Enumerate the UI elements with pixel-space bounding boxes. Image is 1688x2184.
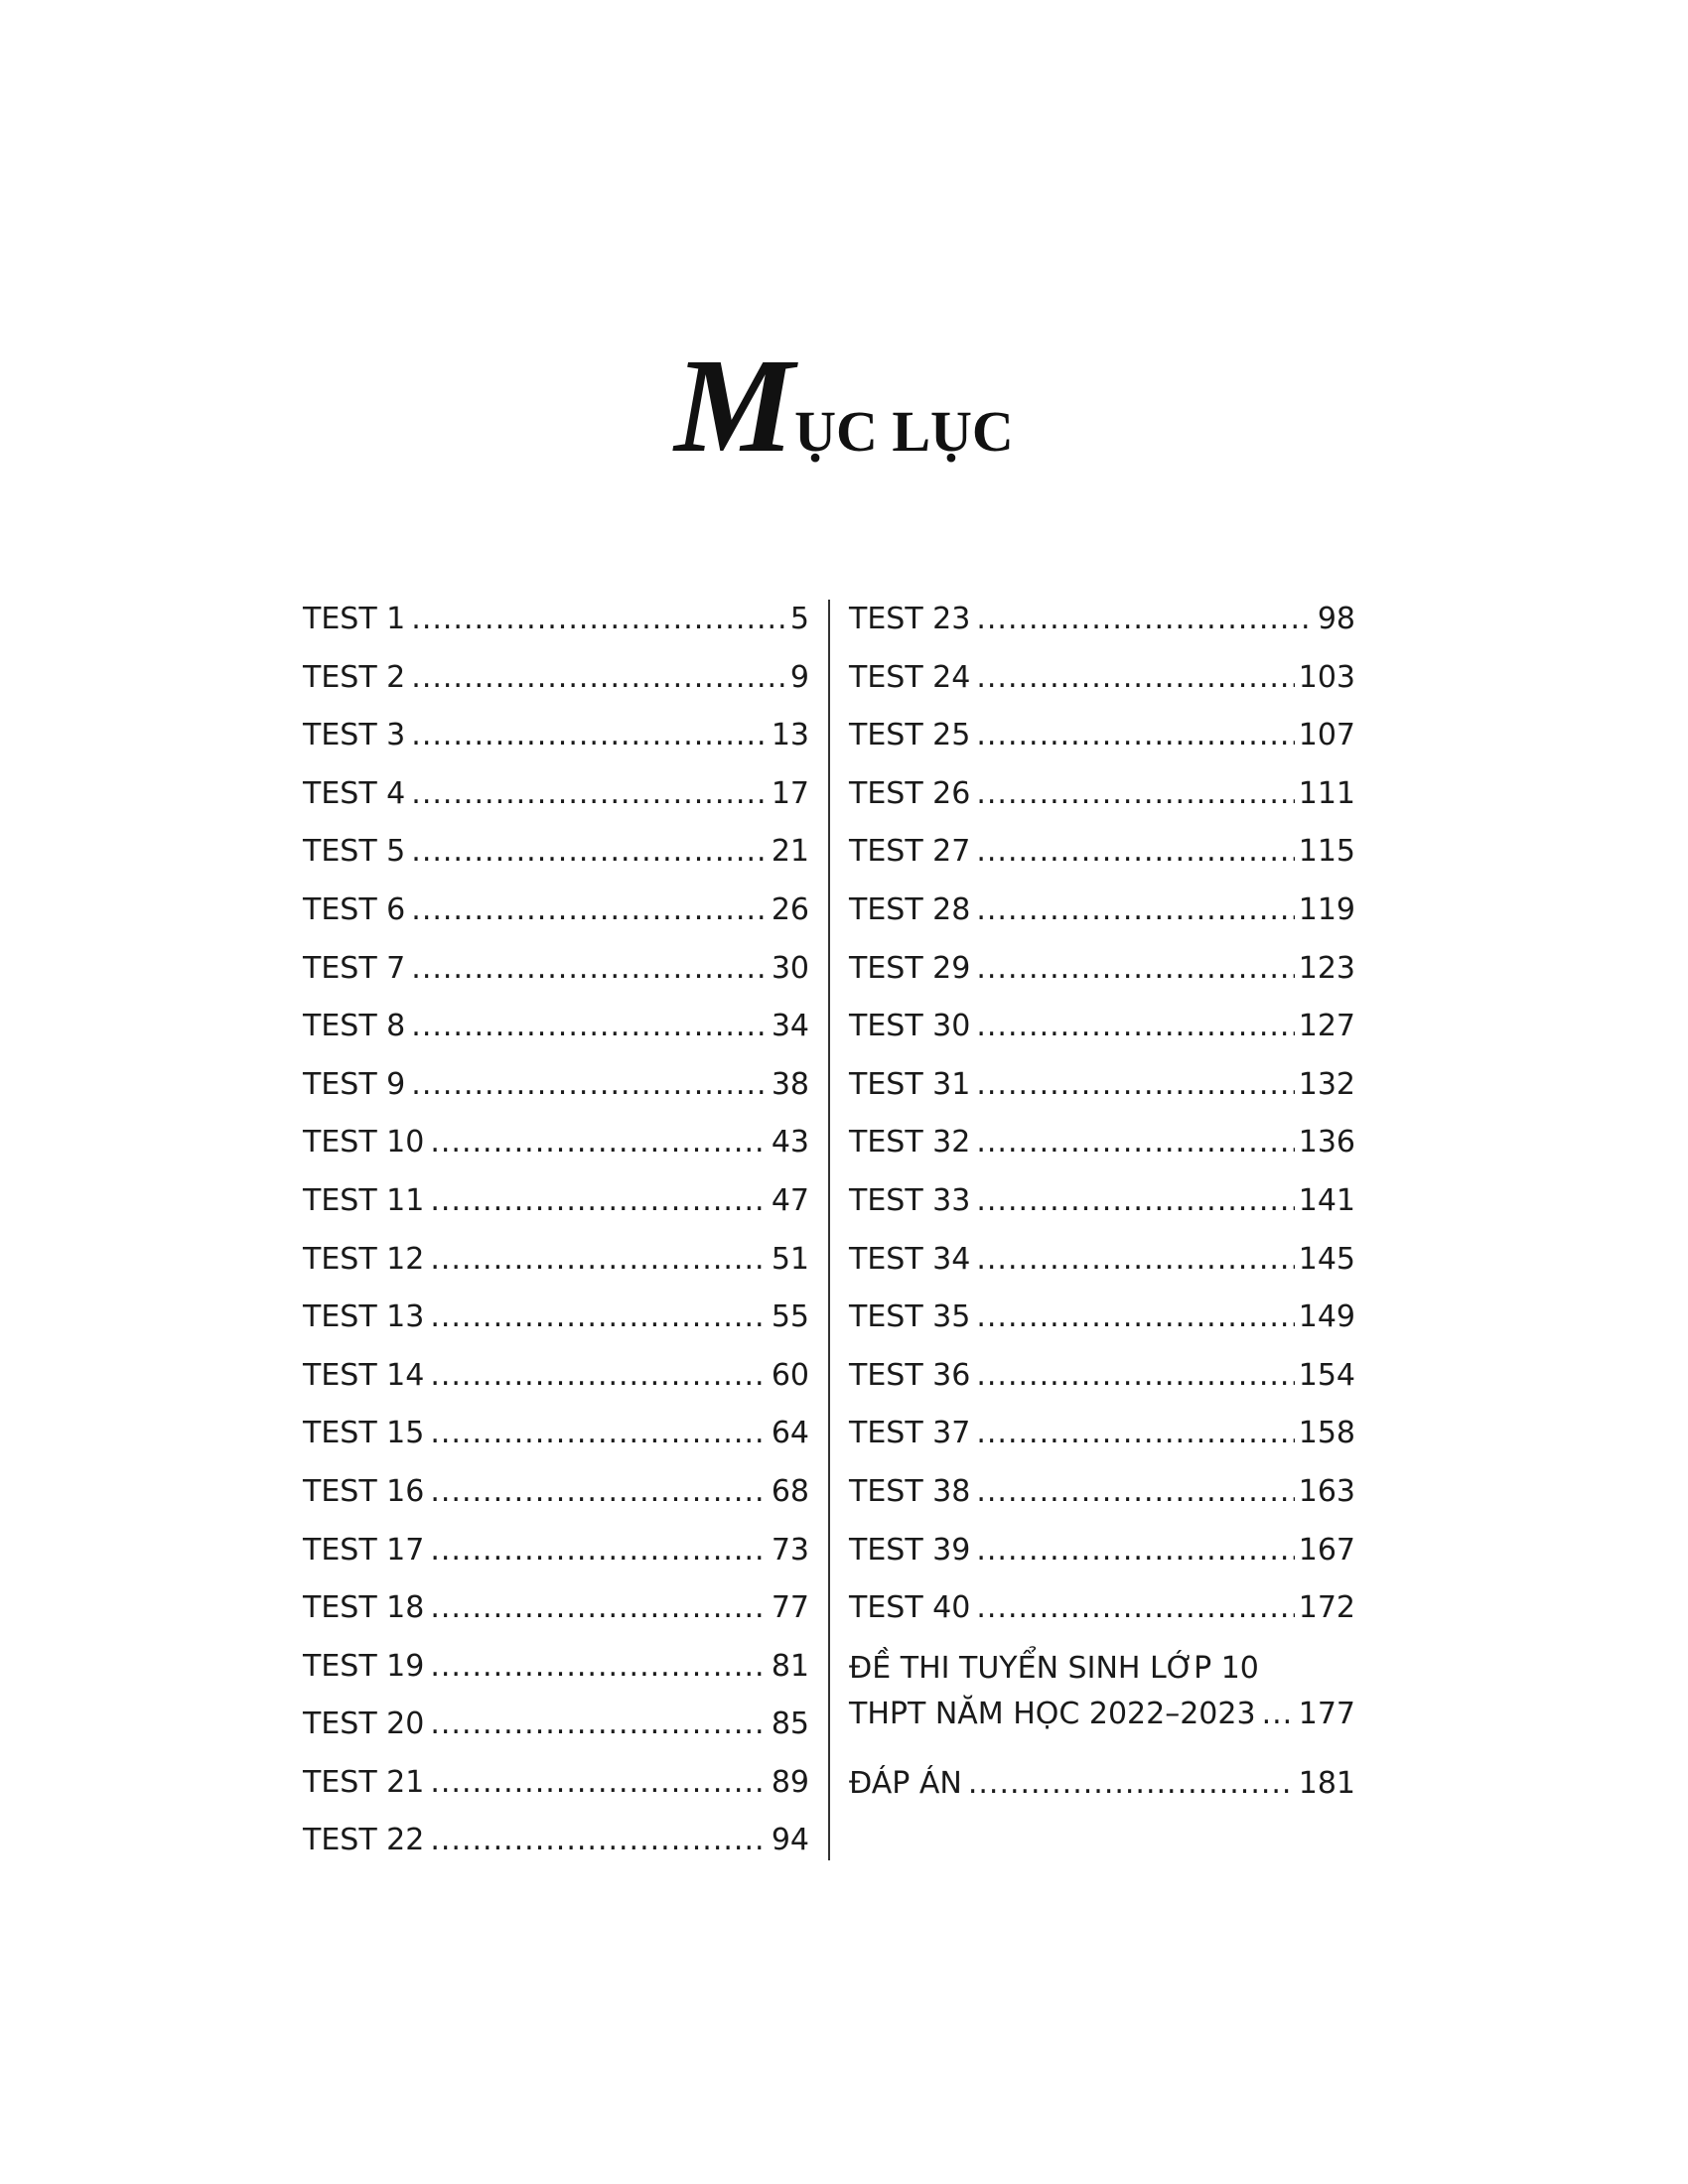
dot-leader — [968, 1766, 1295, 1801]
dot-leader — [976, 892, 1294, 927]
toc-entry-label: TEST 1 — [303, 602, 406, 636]
toc-entry[interactable] — [849, 1590, 1355, 1649]
dot-leader — [430, 1242, 767, 1277]
toc-entry-page: 47 — [771, 1182, 809, 1218]
toc-entry[interactable] — [303, 834, 809, 892]
toc-entry-label: TEST 27 — [849, 834, 971, 870]
toc-entry[interactable] — [303, 1416, 809, 1474]
title-rest: ỤC LỤC — [794, 399, 1014, 465]
toc-entry-page: 21 — [771, 834, 809, 870]
toc-entry[interactable] — [849, 1533, 1355, 1591]
toc-entry-label: TEST 16 — [303, 1473, 425, 1509]
dot-leader — [430, 1823, 767, 1857]
dot-leader — [976, 1590, 1294, 1625]
toc-entry[interactable] — [303, 1823, 809, 1881]
dot-leader — [1262, 1697, 1295, 1731]
toc-entry-page: 177 — [1298, 1696, 1355, 1731]
toc-entry[interactable] — [303, 1358, 809, 1417]
toc-entry-label: TEST 25 — [849, 718, 971, 753]
toc-entry-label: TEST 7 — [303, 950, 406, 986]
toc-entry[interactable] — [303, 776, 809, 835]
toc-entry-label: TEST 35 — [849, 1299, 971, 1335]
dot-leader — [411, 1067, 768, 1102]
toc-entry-page: 51 — [771, 1241, 809, 1277]
toc-entry-page: 17 — [771, 775, 809, 811]
dot-leader — [430, 1299, 767, 1334]
toc-entry-page: 60 — [771, 1357, 809, 1393]
toc-entry-page: 85 — [771, 1706, 809, 1742]
toc-entry-label: TEST 17 — [303, 1532, 425, 1568]
toc-entry[interactable] — [303, 1242, 809, 1300]
toc-entry[interactable] — [303, 1474, 809, 1533]
toc-entry-page: 127 — [1298, 1009, 1355, 1044]
toc-entry-page: 98 — [1317, 602, 1355, 636]
toc-entry[interactable] — [849, 776, 1355, 835]
dot-leader — [430, 1474, 767, 1509]
toc-entry-page: 158 — [1298, 1416, 1355, 1451]
toc-entry-page: 30 — [771, 950, 809, 986]
toc-entry-label: TEST 37 — [849, 1416, 971, 1451]
toc-entry-label: TEST 4 — [303, 775, 406, 811]
toc-entry-label: TEST 30 — [849, 1009, 971, 1044]
toc-entry-label: TEST 21 — [303, 1764, 425, 1800]
toc-entry[interactable] — [849, 1358, 1355, 1417]
dot-leader — [430, 1706, 767, 1741]
toc-entry[interactable] — [303, 1706, 809, 1765]
toc-entry[interactable] — [303, 1067, 809, 1126]
toc-entry[interactable] — [849, 1242, 1355, 1300]
toc-entry-label: TEST 23 — [849, 602, 971, 636]
dot-leader — [411, 718, 768, 752]
toc-entry-page: 181 — [1298, 1765, 1355, 1801]
toc-entry-label: TEST 31 — [849, 1066, 971, 1102]
toc-entry-label: TEST 24 — [849, 659, 971, 695]
dot-leader — [976, 834, 1294, 869]
toc-entry-label: TEST 26 — [849, 775, 971, 811]
toc-entry[interactable] — [303, 1183, 809, 1242]
toc-entry-page: 111 — [1298, 775, 1355, 811]
toc-entry-page: 103 — [1298, 659, 1355, 695]
toc-entry[interactable] — [303, 951, 809, 1010]
toc-entry[interactable] — [849, 892, 1355, 951]
toc-entry-page: 119 — [1298, 891, 1355, 927]
toc-entry-page: 172 — [1298, 1590, 1355, 1626]
toc-entry-page: 89 — [771, 1764, 809, 1800]
toc-entry-label: TEST 9 — [303, 1066, 406, 1102]
toc-entry[interactable] — [849, 1416, 1355, 1474]
dot-leader — [976, 1125, 1294, 1160]
toc-entry[interactable] — [303, 1765, 809, 1824]
toc-entry-page: 81 — [771, 1648, 809, 1684]
dot-leader — [411, 1009, 768, 1043]
dot-leader — [411, 834, 768, 869]
toc-entry-label: TEST 13 — [303, 1299, 425, 1335]
dot-leader — [430, 1358, 767, 1393]
toc-entry-page: 73 — [771, 1532, 809, 1568]
toc-entry-page: 136 — [1298, 1125, 1355, 1160]
toc-entry-label: TEST 28 — [849, 891, 971, 927]
toc-entry-label: TEST 19 — [303, 1648, 425, 1684]
toc-entry-page: 154 — [1298, 1357, 1355, 1393]
toc-entry-label: TEST 38 — [849, 1473, 971, 1509]
dot-leader — [430, 1183, 767, 1218]
toc-entry-page: 38 — [771, 1066, 809, 1102]
toc-entry[interactable] — [303, 718, 809, 776]
dot-leader — [976, 776, 1294, 811]
dot-leader — [976, 1009, 1294, 1043]
toc-entry-label: TEST 32 — [849, 1125, 971, 1160]
toc-entry-label: ĐÁP ÁN — [849, 1765, 962, 1801]
dot-leader — [430, 1590, 767, 1625]
dot-leader — [976, 1358, 1294, 1393]
toc-entry[interactable] — [303, 892, 809, 951]
toc-entry[interactable] — [849, 660, 1355, 719]
toc-entry-page: 68 — [771, 1473, 809, 1509]
toc-entry[interactable] — [849, 834, 1355, 892]
toc-entry[interactable] — [303, 1009, 809, 1067]
dot-leader — [430, 1533, 767, 1568]
toc-entry-page: 9 — [789, 659, 809, 695]
dot-leader — [976, 1183, 1294, 1218]
toc-entry[interactable] — [849, 951, 1355, 1010]
toc-entry[interactable] — [849, 1183, 1355, 1242]
toc-entry-label: TEST 6 — [303, 891, 406, 927]
toc-entry[interactable] — [849, 1474, 1355, 1533]
title-initial: M — [674, 332, 795, 481]
toc-entry-page: 167 — [1298, 1532, 1355, 1568]
toc-entry[interactable] — [849, 1067, 1355, 1126]
toc-entry-answers[interactable] — [849, 1766, 1355, 1825]
toc-entry-label: TEST 20 — [303, 1706, 425, 1742]
toc-entry[interactable] — [303, 1125, 809, 1183]
dot-leader — [976, 602, 1313, 636]
dot-leader — [430, 1416, 767, 1450]
toc-entry-page: 145 — [1298, 1241, 1355, 1277]
dot-leader — [976, 660, 1294, 695]
dot-leader — [976, 951, 1294, 986]
toc-entry[interactable] — [849, 1009, 1355, 1067]
dot-leader — [976, 1474, 1294, 1509]
toc-entry[interactable] — [303, 1649, 809, 1707]
toc-entry[interactable] — [849, 1299, 1355, 1358]
toc-entry-exam-line1: ĐỀ THI TUYỂN SINH LỚP 10 — [849, 1650, 1259, 1686]
dot-leader — [411, 776, 768, 811]
toc-entry[interactable] — [303, 1533, 809, 1591]
dot-leader — [976, 1067, 1294, 1102]
toc-right-column — [849, 602, 1355, 1824]
toc-entry-label: TEST 11 — [303, 1182, 425, 1218]
toc-entry-label: TEST 2 — [303, 659, 406, 695]
toc-entry[interactable] — [849, 602, 1355, 660]
toc-entry[interactable] — [849, 718, 1355, 776]
column-divider — [828, 600, 830, 1860]
dot-leader — [411, 660, 786, 695]
toc-entry-page: 34 — [771, 1009, 809, 1044]
toc-entry-page: 94 — [771, 1823, 809, 1858]
toc-left-column — [303, 602, 809, 1881]
toc-entry-page: 115 — [1298, 834, 1355, 870]
toc-entry-page: 55 — [771, 1299, 809, 1335]
dot-leader — [976, 1242, 1294, 1277]
dot-leader — [430, 1125, 767, 1160]
toc-entry-page: 163 — [1298, 1473, 1355, 1509]
toc-entry-label: TEST 8 — [303, 1009, 406, 1044]
toc-entry[interactable] — [303, 660, 809, 719]
toc-entry-page: 5 — [789, 602, 809, 636]
dot-leader — [411, 892, 768, 927]
toc-entry-page: 141 — [1298, 1182, 1355, 1218]
toc-entry-page: 13 — [771, 718, 809, 753]
toc-entry-label: TEST 12 — [303, 1241, 425, 1277]
toc-entry-exam[interactable] — [849, 1651, 1355, 1766]
toc-entry-label: TEST 39 — [849, 1532, 971, 1568]
toc-entry-label: TEST 34 — [849, 1241, 971, 1277]
toc-entry-page: 43 — [771, 1125, 809, 1160]
dot-leader — [976, 1416, 1294, 1450]
toc-entry-label: TEST 29 — [849, 950, 971, 986]
dot-leader — [430, 1649, 767, 1684]
toc-entry-label: TEST 36 — [849, 1357, 971, 1393]
toc-entry-label: TEST 5 — [303, 834, 406, 870]
toc-entry[interactable] — [303, 1299, 809, 1358]
toc-entry-label: TEST 14 — [303, 1357, 425, 1393]
toc-entry-page: 26 — [771, 891, 809, 927]
toc-entry-label: TEST 15 — [303, 1416, 425, 1451]
toc-entry-label: TEST 18 — [303, 1590, 425, 1626]
toc-entry-label: TEST 33 — [849, 1182, 971, 1218]
toc-entry-exam-line2: THPT NĂM HỌC 2022–2023 — [849, 1696, 1256, 1731]
toc-entry-page: 132 — [1298, 1066, 1355, 1102]
dot-leader — [430, 1765, 767, 1800]
toc-entry[interactable] — [849, 1125, 1355, 1183]
toc-entry-page: 64 — [771, 1416, 809, 1451]
toc-entry-page: 149 — [1298, 1299, 1355, 1335]
dot-leader — [411, 951, 768, 986]
dot-leader — [411, 602, 786, 636]
dot-leader — [976, 1299, 1294, 1334]
toc-entry-label: TEST 3 — [303, 718, 406, 753]
toc-entry[interactable] — [303, 1590, 809, 1649]
page-title — [0, 332, 1688, 481]
toc-entry-label: TEST 22 — [303, 1823, 425, 1858]
dot-leader — [976, 1533, 1294, 1568]
toc-entry-page: 77 — [771, 1590, 809, 1626]
toc-entry-label: TEST 40 — [849, 1590, 971, 1626]
toc-entry-label: TEST 10 — [303, 1125, 425, 1160]
dot-leader — [976, 718, 1294, 752]
toc-entry-page: 123 — [1298, 950, 1355, 986]
toc-entry[interactable] — [303, 602, 809, 660]
toc-entry-page: 107 — [1298, 718, 1355, 753]
